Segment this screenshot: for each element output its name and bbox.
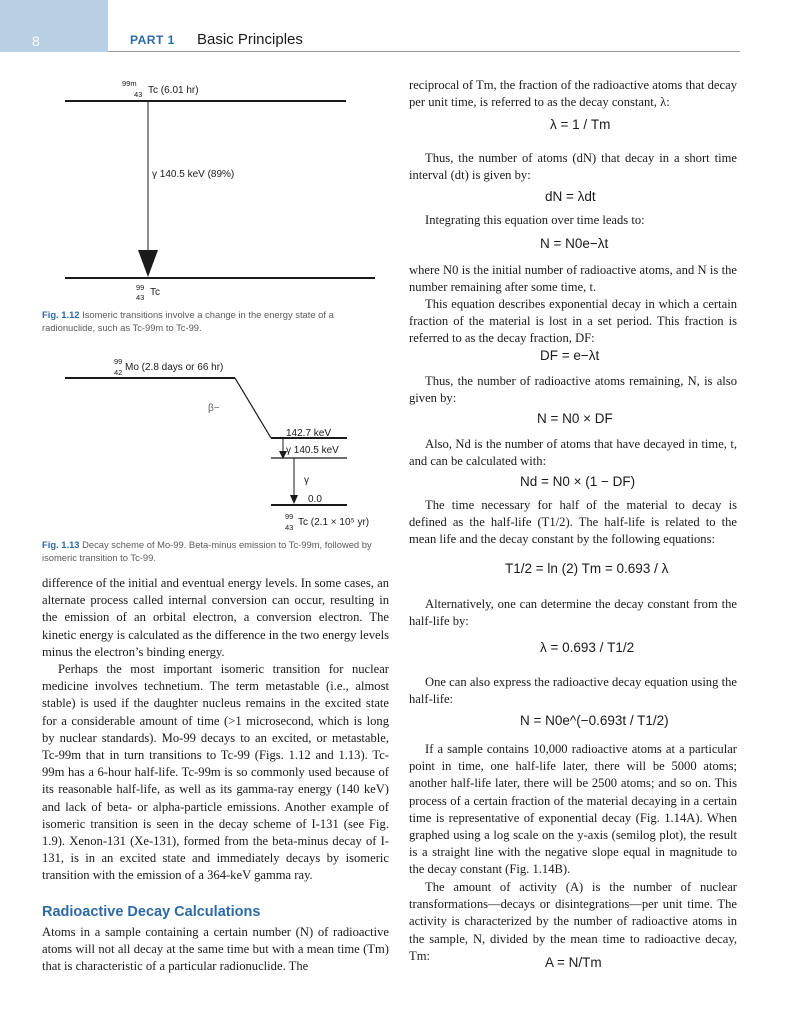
fig12-top-z: 43 — [134, 90, 143, 99]
right-paragraph-8: The time necessary for half of the material to decay is defined as the half-life (T1/2). The half-life is related to the mean life and the decay constant by the following equations: — [409, 498, 737, 547]
fig13-tc-label: Tc (2.1 × 10⁵ yr) — [298, 517, 370, 528]
fig13-mo-z: 42 — [114, 368, 123, 377]
right-paragraph-7: Also, Nd is the number of atoms that have decayed in time, t, and can be calculated with: — [409, 437, 737, 469]
fig13-gamma2-label: γ — [304, 475, 309, 486]
fig13-mo-label: Mo (2.8 days or 66 hr) — [125, 362, 224, 373]
equation-2: dN = λdt — [545, 189, 596, 204]
fig12-caption-label: Fig. 1.12 — [42, 309, 80, 320]
equation-7: T1/2 = ln (2) Tm = 0.693 / λ — [505, 561, 669, 576]
fig13-caption-label: Fig. 1.13 — [42, 539, 80, 550]
fig13-level0-label: 0.0 — [308, 494, 322, 505]
fig12-caption-text: Isomeric transitions involve a change in the energy state of a radionuclide, such as Tc-99m to Tc-99. — [42, 309, 334, 333]
part-label: PART 1 — [130, 33, 175, 47]
equation-10: A = N/Tm — [545, 955, 602, 970]
fig13-caption-text: Decay scheme of Mo-99. Beta-minus emission to Tc-99m, followed by isomeric transition to Tc-99. — [42, 539, 372, 563]
fig13-caption — [42, 538, 387, 564]
fig13-level1-label: 142.7 keV — [286, 428, 332, 439]
right-paragraph-5: This equation describes exponential decay in which a certain fraction of the material is lost in a set period. This fraction is referred to as the decay fraction, DF: — [409, 297, 737, 346]
fig13-mo-mass: 99 — [114, 357, 123, 366]
fig13-beta-line — [235, 378, 271, 438]
right-paragraph-2: Thus, the number of atoms (dN) that decay in a short time interval (dt) is given by: — [409, 151, 737, 183]
equation-9: N = N0e^(−0.693t / T1/2) — [520, 713, 669, 728]
right-paragraph-11: If a sample contains 10,000 radioactive atoms at a particular point in time, one half-life later, there will be 5000 atoms; another half-life later, there will be 2500 atoms; and so on. This process of a certain fraction of the material decaying in a certain time is representative of exponential decay (Fig. 1.14A). When graphed using a log scale on the y-axis (semilog plot), the result is a straight line with the negative slope equal in magnitude to the decay constant (Fig. 1.14B). — [409, 742, 737, 877]
fig12-bottom-label: Tc — [150, 287, 160, 298]
fig13-tc-mass: 99 — [285, 512, 294, 521]
fig13-diagram — [0, 0, 400, 540]
fig12-bottom-mass: 99 — [136, 283, 145, 292]
fig13-gamma2-head — [290, 495, 298, 504]
fig13-beta-label: β− — [208, 403, 220, 414]
fig12-top-mass: 99m — [122, 79, 137, 88]
fig12-bottom-z: 43 — [136, 293, 145, 302]
left-paragraph-2: Perhaps the most important isomeric transition for nuclear medicine involves technetium. The term metastable (i.e., almost stable) is used if the daughter nucleus remains in the excited state for a considerable amount of time (>1 microsecond, which is long by nuclear standards). Mo-99 decays to an excited, or metastable, Tc-99m that in turn transitions to Tc-99 (Figs. 1.12 and 1.13). Tc-99m has a 6-hour half-life. Tc-99m is so commonly used because of its reasonable half-life, as well as its gamma-ray energy (140 keV) and lack of beta- or alpha-particle emissions. Another example of isomeric transition is seen in the decay scheme of I-131 (see Fig. 1.9). Xenon-131 (Xe-131), formed from the beta-minus decay of I-131, is in an excited state and immediately decays by isomeric transition with the emission of a 364-keV gamma ray. — [42, 662, 389, 883]
equation-3: N = N0e−λt — [540, 236, 609, 251]
right-paragraph-1: reciprocal of Tm, the fraction of the radioactive atoms that decay per unit time, is referred to as the decay constant, λ: — [409, 78, 737, 110]
page-number: 8 — [32, 33, 40, 49]
equation-6: Nd = N0 × (1 − DF) — [520, 474, 636, 489]
fig13-tc-z: 43 — [285, 523, 294, 532]
fig12-gamma-label: γ 140.5 keV (89%) — [152, 169, 235, 180]
left-paragraph-1: difference of the initial and eventual energy levels. In some cases, an alternate process called internal conversion can occur, resulting in the emission of an orbital electron, a conversion electron. The kinetic energy is calculated as the difference in the two energy levels minus the electron’s binding energy. — [42, 576, 389, 659]
fig13-gamma1-label: γ 140.5 keV — [286, 445, 339, 456]
equation-1: λ = 1 / Tm — [550, 117, 611, 132]
right-paragraph-9: Alternatively, one can determine the decay constant from the half-life by: — [409, 597, 737, 629]
right-paragraph-3: Integrating this equation over time leads to: — [425, 213, 645, 227]
equation-5: N = N0 × DF — [537, 411, 613, 426]
right-paragraph-4: where N0 is the initial number of radioactive atoms, and N is the number remaining after some time, t. — [409, 263, 737, 295]
section-heading: Radioactive Decay Calculations — [42, 904, 261, 920]
fig12-top-label: Tc (6.01 hr) — [148, 85, 199, 96]
right-paragraph-12: The amount of activity (A) is the number of nuclear transformations—decays or disintegrations—per unit time. The activity is characterized by the number of radioactive atoms in the sample, N, divided by the mean time to radioactive decay, Tm: — [409, 880, 737, 963]
right-paragraph-10: One can also express the radioactive decay equation using the half-life: — [409, 675, 737, 707]
equation-4: DF = e−λt — [540, 348, 600, 363]
equation-8: λ = 0.693 / T1/2 — [540, 640, 635, 655]
right-paragraph-6: Thus, the number of radioactive atoms remaining, N, is also given by: — [409, 374, 737, 406]
chapter-title: Basic Principles — [197, 31, 303, 48]
left-paragraph-3: Atoms in a sample containing a certain number (N) of radioactive atoms will not all decay at the same time but with a mean time (Tm) that is characteristic of a particular radionuclide. The — [42, 925, 389, 974]
